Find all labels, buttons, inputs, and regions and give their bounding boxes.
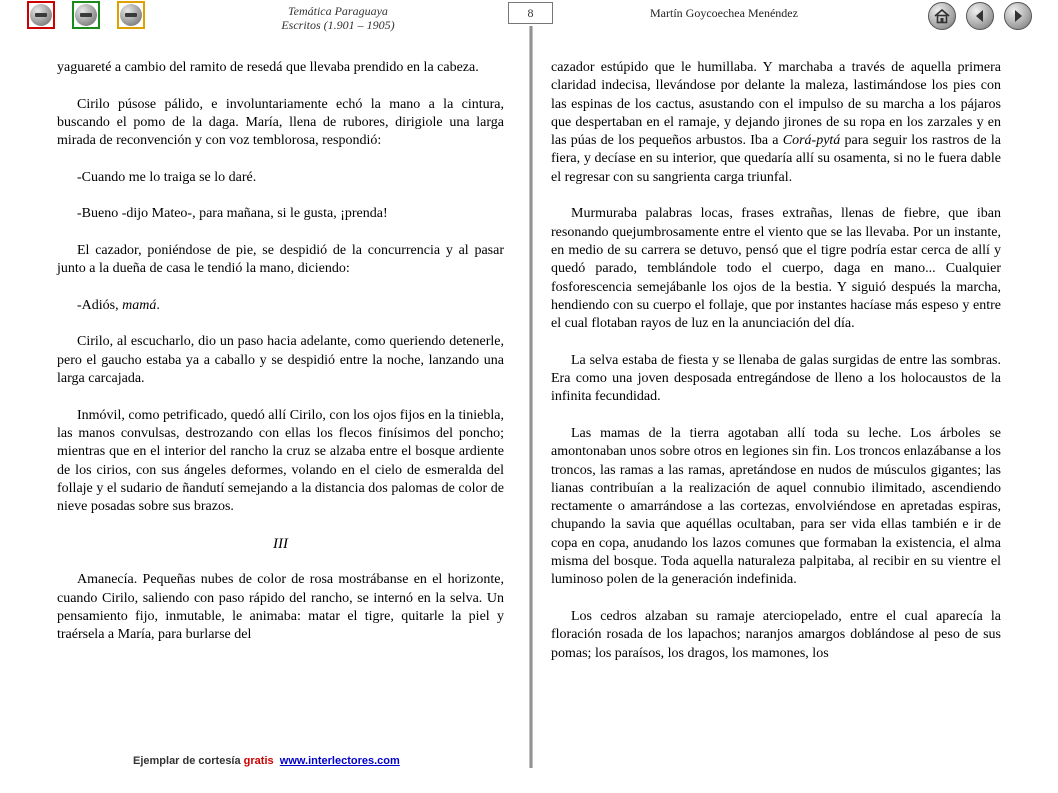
left-column bbox=[57, 59, 504, 663]
text: para seguir los rastros de la fiera, y decíase en su interior, que quedaría allí su osamenta, si no le fuera dable el regresar con su sangrienta carga triunfal. bbox=[551, 133, 1001, 185]
home-icon bbox=[933, 7, 951, 25]
text: . bbox=[156, 297, 160, 313]
minimize-green-button[interactable] bbox=[72, 1, 100, 29]
previous-page-button[interactable] bbox=[966, 2, 994, 30]
column-divider bbox=[529, 26, 533, 768]
paragraph: Inmóvil, como petrificado, quedó allí Cirilo, con los ojos fijos en la tiniebla, las manos convulsas, destrozando con ellas los flecos finísimos del poncho; mientras que en el interior del rancho la cruz se alzaba entre el bosque ardiente de los cirios, con sus ángeles deformes, volando en el cielo de esmeralda del follaje y el sudario de ñandutí semejando a la distancia dos palomas de color de nieve posadas sobre sus brazos. bbox=[57, 407, 504, 515]
paragraph: Cirilo, al escucharlo, dio un paso hacia adelante, como queriendo detenerle, pero el gaucho estaba ya a caballo y se despidió entre la noche, lanzando una larga carcajada. bbox=[57, 334, 504, 387]
page-number: 8 bbox=[508, 2, 553, 24]
paragraph: Murmuraba palabras locas, frases extrañas, llenas de fiebre, que iban resonando quejumbrosamente entre el viento que se las llevaba. Por un instante, en medio de su carrera se detuvo, pensó que el tigre podría estar cerca de allí y quedó parado, temblándole todo el cuerpo, daga en mano... Cualquier fosforescencia semejábanle los ojos de la bestia. Y siguió después la marcha, hendiendo con su cuerpo el follaje, que por instantes hacíase más espeso y entre el cual flotaban rayos de luz en la anunciación del día. bbox=[551, 206, 1001, 332]
arrow-left-icon bbox=[971, 7, 989, 25]
text: cazador estúpido que le humillaba. Y marchaba a través de aquella primera claridad indecisa, llevándose por delante la maleza, lastimándose los pies con las espinas de los cactus, asustando con el impulso de su marcha a los pájaros que despertaban en el ramaje, y dejando jirones de su ropa en los zarzales y en las púas de los pequeños arbustos. Iba a bbox=[551, 60, 1001, 149]
book-title-line1: Temática Paraguaya bbox=[288, 4, 388, 18]
emphasis: Corá-pytá bbox=[782, 133, 841, 149]
paragraph bbox=[57, 297, 504, 315]
right-column bbox=[551, 59, 1001, 681]
minus-icon bbox=[75, 4, 97, 26]
arrow-right-icon bbox=[1009, 7, 1027, 25]
next-page-button[interactable] bbox=[1004, 2, 1032, 30]
paragraph: Los cedros alzaban su ramaje aterciopelado, entre el cual aparecía la floración rosada de los lapachos; naranjos amargos doblándose al peso de sus pomas; los paraísos, los dragos, los mamones, los bbox=[551, 608, 1001, 661]
minimize-orange-button[interactable] bbox=[117, 1, 145, 29]
paragraph: La selva estaba de fiesta y se llenaba de galas surgidas de entre las sombras. Era como una joven desposada entregándose de lleno a los holocaustos de la infinita fecundidad. bbox=[551, 352, 1001, 405]
paragraph: El cazador, poniéndose de pie, se despidió de la concurrencia y al pasar junto a la dueña de casa le tendió la mano, diciendo: bbox=[57, 242, 504, 277]
footer-prefix: Ejemplar de cortesía bbox=[133, 755, 244, 767]
footer bbox=[133, 755, 400, 767]
minus-icon bbox=[120, 4, 142, 26]
footer-gratis: gratis bbox=[243, 755, 274, 767]
book-title-line2: Escritos (1.901 – 1905) bbox=[281, 18, 395, 32]
minimize-red-button[interactable] bbox=[27, 1, 55, 29]
home-button[interactable] bbox=[928, 2, 956, 30]
paragraph: -Cuando me lo traiga se lo daré. bbox=[77, 169, 257, 185]
book-title bbox=[238, 4, 438, 32]
footer-link[interactable]: www.interlectores.com bbox=[279, 755, 400, 767]
paragraph: -Bueno -dijo Mateo-, para mañana, si le gusta, ¡prenda! bbox=[77, 206, 388, 222]
author-name: Martín Goycoechea Menéndez bbox=[650, 6, 798, 20]
paragraph: yaguareté a cambio del ramito de resedá que llevaba prendido en la cabeza. bbox=[57, 60, 479, 75]
text: -Adiós, bbox=[77, 297, 123, 313]
paragraph bbox=[551, 59, 1001, 187]
minus-icon bbox=[30, 4, 52, 26]
paragraph: Cirilo púsose pálido, e involuntariamente echó la mano a la cintura, buscando el pomo de la daga. María, llena de rubores, dirigiole una larga mirada de reconvención y con voz temblorosa, respondió: bbox=[57, 96, 504, 149]
paragraph: Amanecía. Pequeñas nubes de color de rosa mostrábanse en el horizonte, cuando Cirilo, saliendo con paso rápido del rancho, se internó en la selva. Un pensamiento fijo, inmutable, le animaba: matar el tigre, quitarle la piel y traérsela a María, para burlarse del bbox=[57, 572, 504, 643]
emphasis: mamá bbox=[122, 297, 157, 313]
section-heading: III bbox=[273, 535, 288, 552]
paragraph: Las mamas de la tierra agotaban allí toda su leche. Los árboles se amontonaban unos sobre otros en legiones sin fin. Los troncos enlazábanse a los troncos, las ramas a las ramas, apretándose en nudos de músculos gigantes; las lianas contribuían a la realización de aquel connubio ilimitado, ascendiendo rectamente o amarrándose a las cortezas, envolviéndose en apretadas espiras, chupando la savia que aquéllas ocultaban, para ser vida ellas también e ir de copa en copa, anudando los lazos comunes que formaban la existencia, el alma misma del bosque. Toda aquella naturaleza palpitaba, al recibir en su vientre el luminoso polen de la generación indefinida. bbox=[551, 425, 1001, 588]
